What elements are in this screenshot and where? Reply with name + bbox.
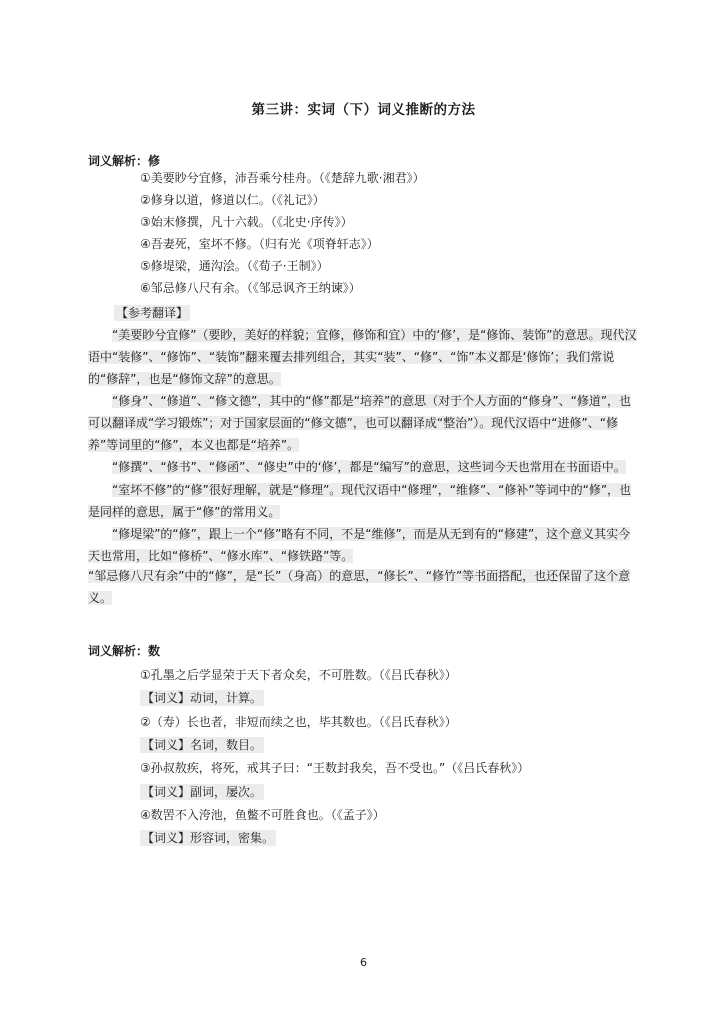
translation-paragraph — [88, 456, 640, 478]
meaning-label: 【词义】动词，计算。 — [142, 691, 263, 705]
paragraph-text: “室坏不修”的“修”很好理解，就是“修理”。现代汉语中“修理”，“维修”、“修补”等词中的“修”，也是同样的意思，属于“修”的常用义。 — [88, 483, 632, 519]
meaning-label: 【词义】副词，屡次。 — [142, 785, 263, 799]
section-heading-shu: 词义解析：数 — [88, 644, 161, 658]
meaning-label: 【词义】形容词，密集。 — [142, 831, 275, 845]
translation-paragraph — [88, 390, 640, 456]
example-line: ③孙叔敖疾，将死，戒其子曰：“王数封我矣，吾不受也。”（《吕氏春秋》） — [140, 761, 530, 775]
example-line: ⑤修堤梁，通沟浍。（《荀子·王制》） — [140, 259, 329, 273]
translation-paragraph — [88, 523, 640, 567]
translation-paragraph — [88, 565, 640, 609]
page-title: 第三讲：实词（下）词义推断的方法 — [251, 102, 476, 118]
example-line: ①美要眇兮宜修，沛吾乘兮桂舟。（《楚辞九歌·湘君》） — [140, 171, 425, 185]
example-line: ②修身以道，修道以仁。（《礼记》） — [140, 193, 325, 207]
paragraph-text: “修撰”、“修书”、“修函”、“修史”中的‘修’，都是“编写”的意思，这些词今天也常用在书面语中。 — [112, 460, 626, 474]
translation-paragraph — [88, 479, 640, 523]
paragraph-text: “美要眇兮宜修”（要眇，美好的样貌；宜修，修饰和宜）中的‘修’，是“修饰、装饰”的意思。现代汉语中“装修”、“修饰”、“装饰”翻来覆去排列组合，其实“装”、“修”、“饰”本义都是‘修饰’；我们常说的“修辞”，也是“修饰文辞”的意思。 — [88, 328, 637, 386]
section-heading-xiu: 词义解析：修 — [88, 154, 161, 168]
meaning-label: 【词义】名词，数目。 — [142, 738, 263, 752]
example-line: ②（寿）长也者，非短而续之也，毕其数也。（《吕氏春秋》） — [140, 715, 457, 729]
reference-translation-label: 【参考翻译】 — [116, 306, 189, 320]
paragraph-text: “修身”、“修道”、“修文德”，其中的“修”都是“培养”的意思（对于个人方面的“修身”、“修道”，也可以翻译成“学习锻炼”；对于国家层面的“修文德”，也可以翻译成“整治”）。现代汉语中“进修”、“修养”等词里的“修”，本义也都是“培养”。 — [88, 394, 632, 452]
translation-paragraph — [88, 324, 640, 390]
example-line: ③始末修撰，凡十六载。（《北史·序传》） — [140, 215, 353, 229]
paragraph-text: “修堤梁”的“修”，跟上一个“修”略有不同，不是“维修”，而是从无到有的“修建”，这个意义其实今天也常用，比如“修桥”、“修水库”、“修铁路”等。 — [88, 527, 631, 563]
page-number: 6 — [360, 956, 367, 969]
paragraph-text: “邹忌修八尺有余”中的“修”，是“长”（身高）的意思，“修长”、“修竹”等书面搭配，也还保留了这个意义。 — [88, 569, 631, 605]
example-line: ①孔墨之后学显荣于天下者众矣，不可胜数。（《吕氏春秋》） — [140, 668, 457, 682]
example-line: ⑥邹忌修八尺有余。（《邹忌讽齐王纳谏》） — [140, 281, 361, 295]
example-line: ④吾妻死，室坏不修。（归有光《项脊轩志》） — [140, 237, 379, 251]
example-line: ④数罟不入洿池，鱼鳖不可胜食也。（《孟子》） — [140, 808, 385, 822]
